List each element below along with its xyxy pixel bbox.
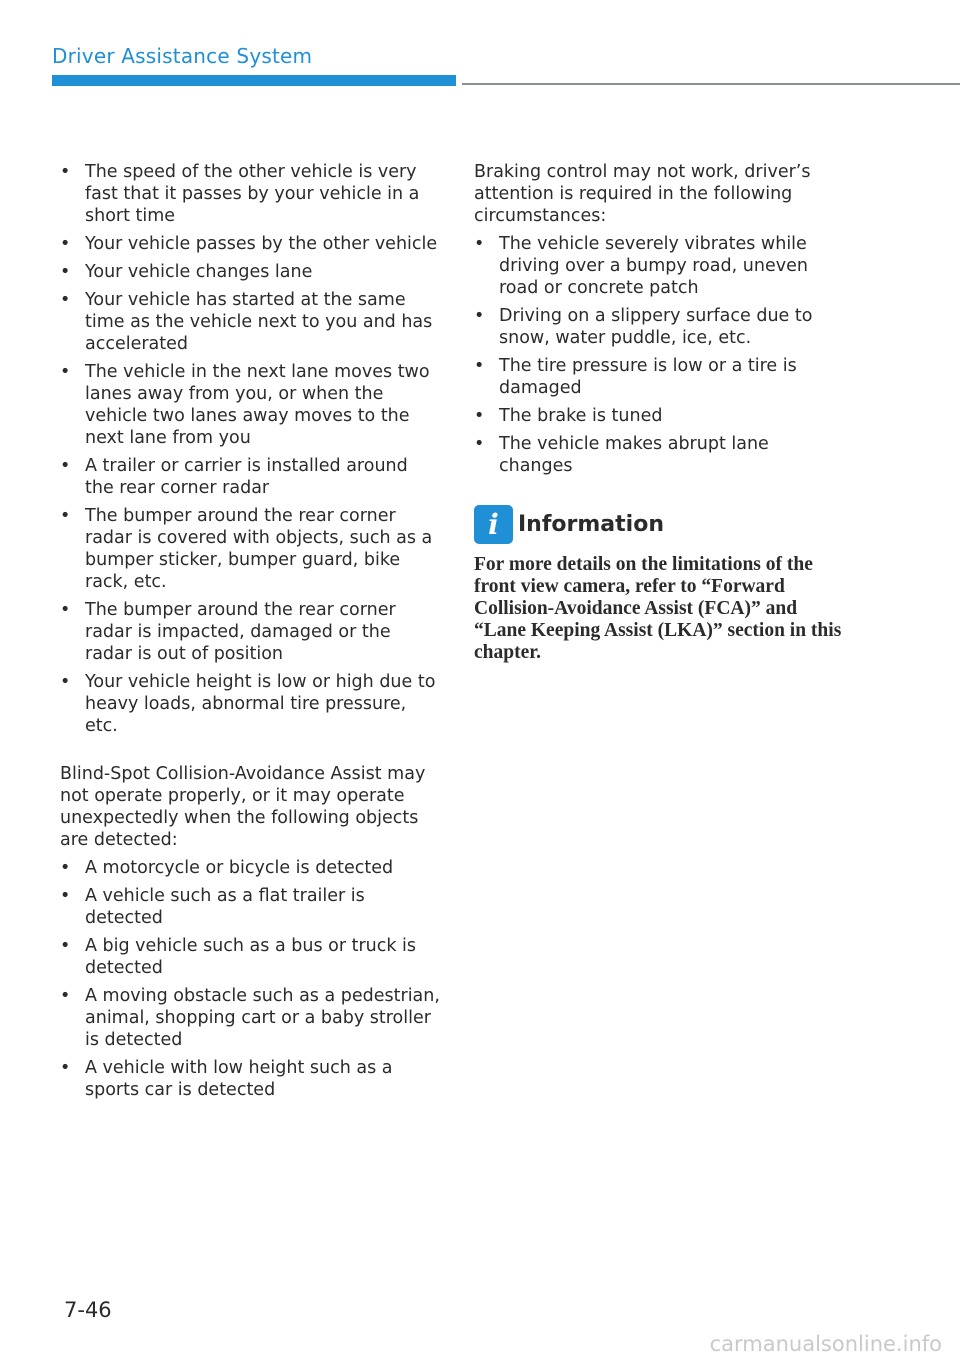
bullet-icon: • xyxy=(60,936,71,956)
bullet-icon: • xyxy=(60,672,71,692)
list-item: • A big vehicle such as a bus or truck is detected xyxy=(60,936,417,978)
list-item: • A moving obstacle such as a pedestrian, animal, shopping cart or a baby stroller is detected xyxy=(60,986,440,1050)
watermark: carmanualsonline.info xyxy=(709,1332,942,1356)
information-icon: i xyxy=(474,505,513,544)
braking-conditions-list xyxy=(474,233,844,477)
bullet-icon: • xyxy=(474,406,485,426)
list-item: • Your vehicle height is low or high due to heavy loads, abnormal tire pressure, etc. xyxy=(60,672,436,736)
bullet-icon: • xyxy=(60,234,71,254)
bullet-icon: • xyxy=(60,858,71,878)
bullet-icon: • xyxy=(474,234,485,254)
list-item: • The tire pressure is low or a tire is damaged xyxy=(474,356,797,398)
information-title: Information xyxy=(518,511,664,537)
list-item: • The bumper around the rear corner radar is covered with objects, such as a bumper sticker, bumper guard, bike rack, etc. xyxy=(60,506,433,592)
page-number: 7-46 xyxy=(64,1298,112,1322)
bullet-icon: • xyxy=(60,362,71,382)
bullet-icon: • xyxy=(60,1058,71,1078)
list-item: • The bumper around the rear corner radar is impacted, damaged or the radar is out of position xyxy=(60,600,396,664)
bullet-icon: • xyxy=(60,290,71,310)
header-divider xyxy=(462,83,960,85)
list-item: • Your vehicle changes lane xyxy=(60,262,313,282)
list-item: • Your vehicle has started at the same time as the vehicle next to you and has accelerated xyxy=(60,290,433,354)
bullet-icon: • xyxy=(474,306,485,326)
bullet-icon: • xyxy=(60,162,71,182)
conditions-list xyxy=(60,161,440,737)
detected-objects-list xyxy=(60,857,440,1101)
information-body: For more details on the limitations of the front view camera, refer to “Forward Collision-Avoidance Assist (FCA)” and “Lane Keeping Assist (LKA)” section in this chapter. xyxy=(474,554,842,663)
bullet-icon: • xyxy=(60,262,71,282)
list-item: • The speed of the other vehicle is very fast that it passes by your vehicle in a short time xyxy=(60,162,420,226)
bullet-icon: • xyxy=(60,456,71,476)
bca-paragraph: Blind-Spot Collision-Avoidance Assist may not operate properly, or it may operate unexpectedly when the following objects are detected: xyxy=(60,764,426,850)
right-column xyxy=(474,161,844,664)
list-item: • The vehicle severely vibrates while driving over a bumpy road, uneven road or concrete patch xyxy=(474,234,808,298)
bullet-icon: • xyxy=(60,506,71,526)
list-item: • Driving on a slippery surface due to snow, water puddle, ice, etc. xyxy=(474,306,813,348)
braking-paragraph: Braking control may not work, driver’s attention is required in the following circumstances: xyxy=(474,162,811,226)
list-item: • The vehicle in the next lane moves two lanes away from you, or when the vehicle two lanes away moves to the next lane from you xyxy=(60,362,430,448)
list-item: • A trailer or carrier is installed around the rear corner radar xyxy=(60,456,408,498)
bullet-icon: • xyxy=(474,434,485,454)
list-item: • The vehicle makes abrupt lane changes xyxy=(474,434,769,476)
left-column xyxy=(60,161,440,1107)
list-item: • The brake is tuned xyxy=(474,406,663,426)
bullet-icon: • xyxy=(60,600,71,620)
list-item: • A vehicle such as a flat trailer is detected xyxy=(60,886,365,928)
bullet-icon: • xyxy=(60,986,71,1006)
header-accent-bar xyxy=(52,75,456,86)
bullet-icon: • xyxy=(60,886,71,906)
list-item: • A vehicle with low height such as a sports car is detected xyxy=(60,1058,393,1100)
section-title: Driver Assistance System xyxy=(52,44,313,68)
list-item: • A motorcycle or bicycle is detected xyxy=(60,858,394,878)
information-header xyxy=(474,505,844,544)
list-item: • Your vehicle passes by the other vehicle xyxy=(60,234,438,254)
bullet-icon: • xyxy=(474,356,485,376)
